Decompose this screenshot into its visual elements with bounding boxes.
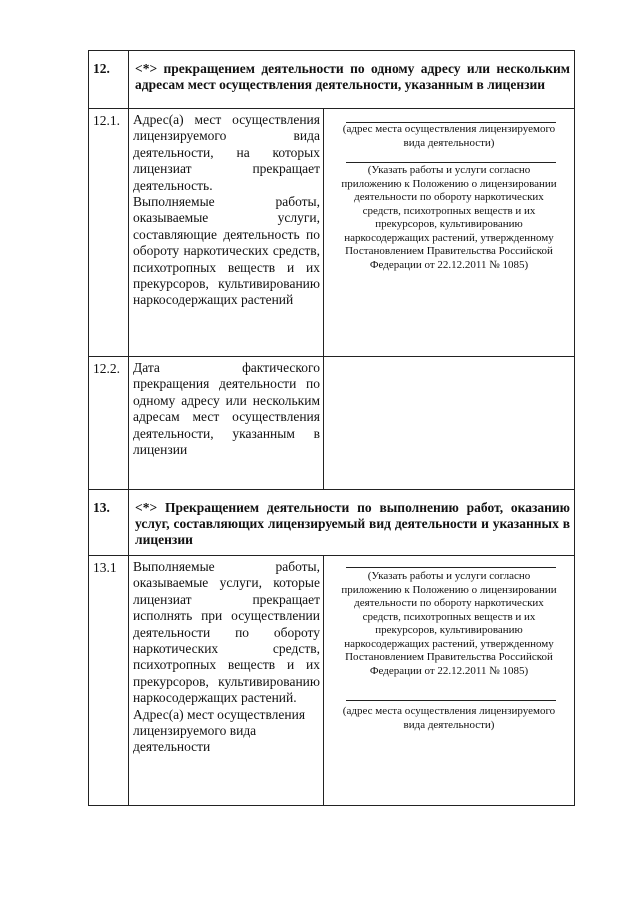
row-number: 12.2. <box>89 357 129 490</box>
address-hint: (адрес места осуществления лицензируемого вида деятельности) <box>342 705 556 731</box>
application-form-page <box>88 50 574 806</box>
works-hint: (Указать работы и услуги согласно приложению к Положению о лицензировании деятельности по обороту наркотических средств, психотропных веществ и их прекурсоров, культивированию наркосодержащих растений, утвержденному Постановлением Правительства Российской Федерации от 22.12.2011 № 1085) <box>341 570 557 677</box>
address-input-line[interactable] <box>346 678 556 701</box>
form-table <box>88 50 575 806</box>
works-input-line[interactable] <box>346 558 556 568</box>
row-13-1 <box>89 556 575 806</box>
section-row-13 <box>89 490 575 556</box>
address-hint: (адрес места осуществления лицензируемого вида деятельности) <box>342 123 556 149</box>
date-input-area[interactable] <box>324 357 575 490</box>
works-label: Выполняемые работы, оказываемые услуги, составляющие деятельность по обороту наркотических средств, психотропных веществ и их прекурсоров, культивированию наркосодержащих растений <box>133 194 320 308</box>
section-number: 13. <box>89 490 129 556</box>
row-input-area <box>324 109 575 357</box>
address-label: Адрес(а) мест осуществления лицензируемого вида деятельности, на которых лицензиат прекращает деятельность. <box>133 112 320 193</box>
section-heading: <*> Прекращением деятельности по выполнению работ, оказанию услуг, составляющих лицензируемый вид деятельности и указанных в лицензии <box>129 490 575 556</box>
address-label: Адрес(а) мест осуществления лицензируемого вида деятельности <box>133 706 306 755</box>
section-number: 12. <box>89 51 129 109</box>
section-row-12 <box>89 51 575 109</box>
section-heading: <*> прекращением деятельности по одному адресу или нескольким адресам мест осуществления деятельности, указанным в лицензии <box>129 51 575 109</box>
works-label: Выполняемые работы, оказываемые услуги, которые лицензиат прекращает исполнять при осуществлении деятельности по обороту наркотических средств, психотропных веществ и их прекурсоров, культивированию наркосодержащих растений. <box>133 559 320 706</box>
works-hint: (Указать работы и услуги согласно приложению к Положению о лицензировании деятельности по обороту наркотических средств, психотропных веществ и их прекурсоров, культивированию наркосодержащих растений, утвержденному Постановлением Правительства Российской Федерации от 22.12.2011 № 1085) <box>341 164 557 271</box>
row-number: 12.1. <box>89 109 129 357</box>
works-input-line[interactable] <box>346 150 556 163</box>
row-12-1 <box>89 109 575 357</box>
row-description <box>129 556 324 806</box>
row-12-2 <box>89 357 575 490</box>
row-description: Дата фактического прекращения деятельности по одному адресу или нескольким адресам мест осуществления деятельности, указанным в лицензии <box>129 357 324 490</box>
row-description <box>129 109 324 357</box>
address-input-line[interactable] <box>346 113 556 123</box>
row-input-area <box>324 556 575 806</box>
row-number: 13.1 <box>89 556 129 806</box>
